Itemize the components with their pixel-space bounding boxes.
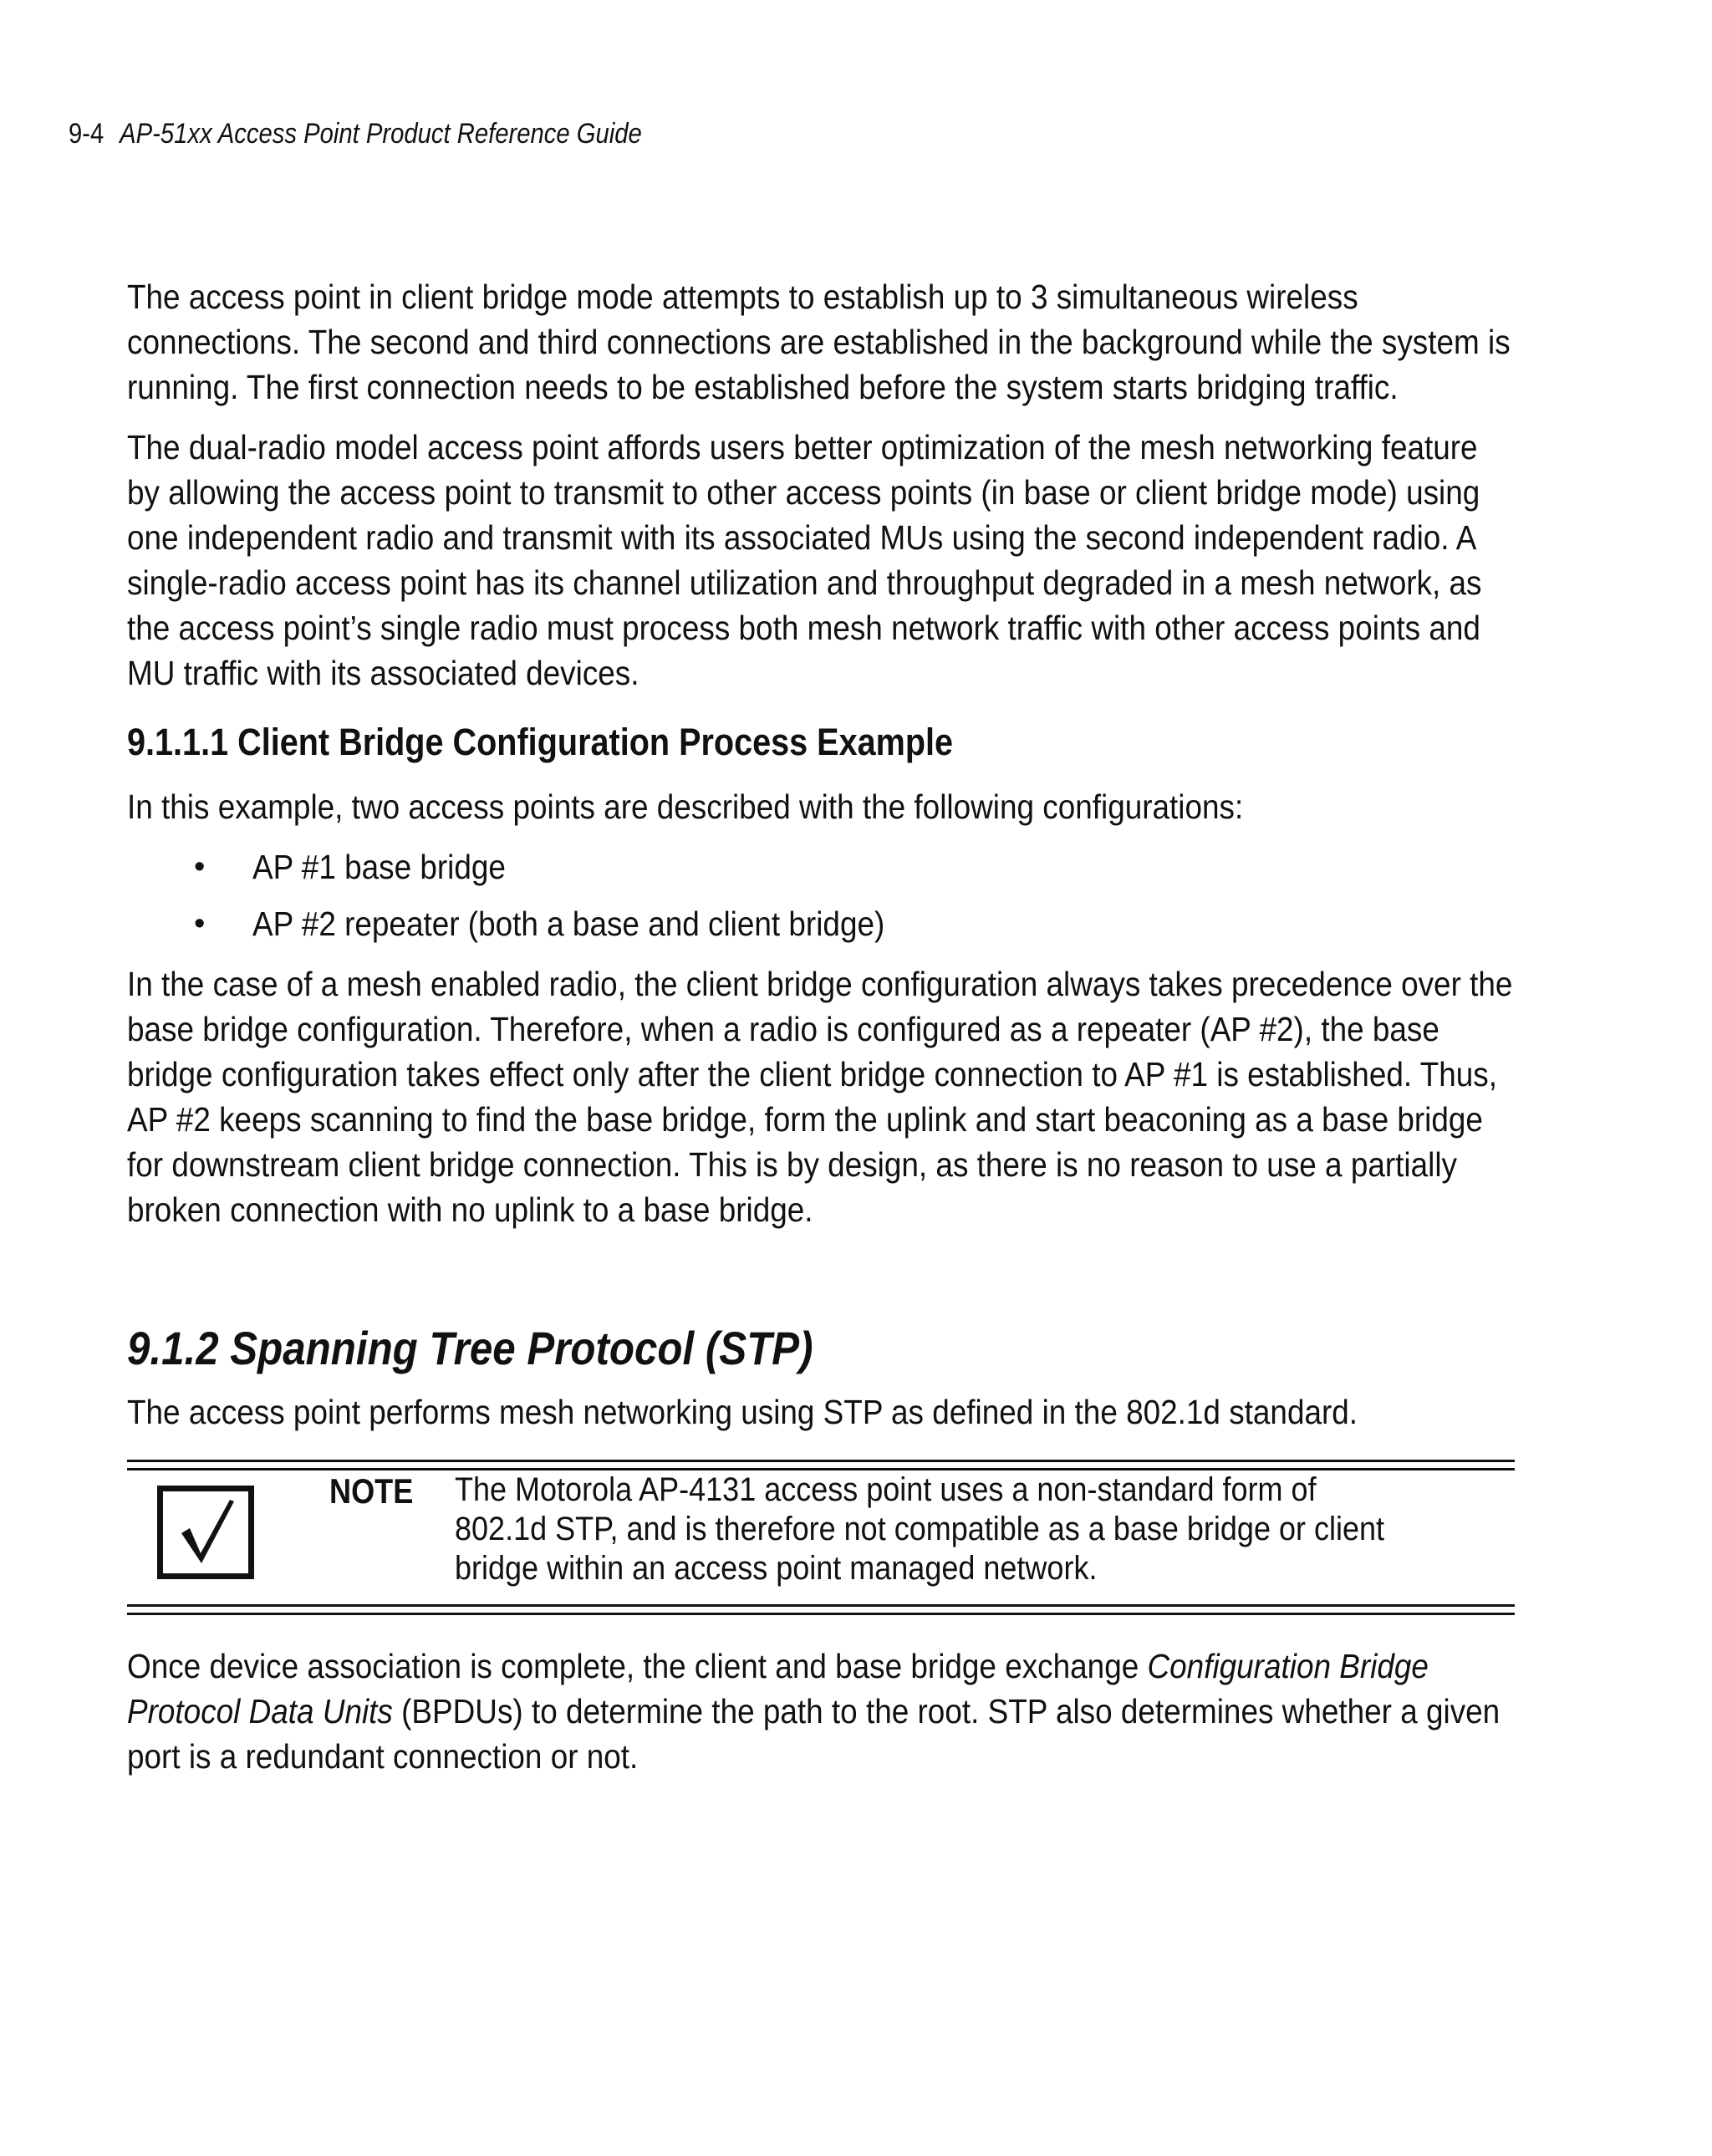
bullet-icon: • — [194, 906, 206, 941]
heading-9-1-1-1: 9.1.1.1 Client Bridge Configuration Process Example — [127, 721, 954, 763]
heading-9-1-2: 9.1.2 Spanning Tree Protocol (STP) — [127, 1322, 813, 1374]
running-header — [69, 117, 642, 150]
bullet-icon: • — [194, 849, 206, 884]
paragraph-bpdu — [127, 1644, 1513, 1779]
note-text: The Motorola AP-4131 access point uses a non-standard form of 802.1d STP, and is therefore not compatible as a base bridge or client bridge within an access point managed network. — [455, 1471, 1385, 1587]
page-content — [127, 274, 1515, 1779]
bpdu-text-prefix: Once device association is complete, the client and base bridge exchange — [127, 1647, 1148, 1685]
list-item-text: AP #1 base bridge — [252, 848, 506, 886]
paragraph-mesh-precedence: In the case of a mesh enabled radio, the client bridge configuration always takes precedence over the base bridge configuration. Therefore, when a radio is configured as a repeater (AP #2), the base bridge configuration takes effect only after the client bridge connection to AP #1 is established. Thus, AP #2 keeps scanning to find the base bridge, form the uplink and start beaconing as a base bridge for downstream client bridge connection. This is by design, as there is no reason to use a partially broken connection with no uplink to a base bridge. — [127, 965, 1513, 1229]
paragraph-client-bridge-connections: The access point in client bridge mode attempts to establish up to 3 simultaneous wireless connections. The second and third connections are established in the background while the system is running. The first connection needs to be established before the system starts bridging traffic. — [127, 278, 1511, 406]
bpdu-text-suffix: (BPDUs) to determine the path to the root. STP also determines whether a given port is a redundant connection or not. — [127, 1692, 1501, 1776]
paragraph-example-intro: In this example, two access points are described with the following configurations: — [127, 787, 1244, 826]
note-label: NOTE — [329, 1471, 414, 1511]
checkmark-icon — [157, 1486, 254, 1579]
bpdu-term: Configuration Bridge Protocol Data Units — [127, 1647, 1429, 1730]
page-number: 9-4 — [69, 118, 104, 150]
guide-title: AP-51xx Access Point Product Reference Guide — [120, 118, 642, 150]
note-box — [127, 1460, 1515, 1615]
list-item — [127, 844, 1515, 901]
paragraph-dual-radio: The dual-radio model access point affords users better optimization of the mesh networking feature by allowing the access point to transmit to other access points (in base or client bridge mode) using one independent radio and transmit with its associated MUs using the second independent radio. A single-radio access point has its channel utilization and throughput degraded in a mesh network, as the access point’s single radio must process both mesh network traffic with other access points and MU traffic with its associated devices. — [127, 428, 1482, 692]
checkmark-glyph — [163, 1491, 248, 1573]
list-item — [127, 901, 1515, 958]
list-item-text: AP #2 repeater (both a base and client bridge) — [252, 905, 885, 943]
configuration-list — [127, 844, 1515, 958]
paragraph-stp-intro: The access point performs mesh networking using STP as defined in the 802.1d standard. — [127, 1393, 1358, 1431]
